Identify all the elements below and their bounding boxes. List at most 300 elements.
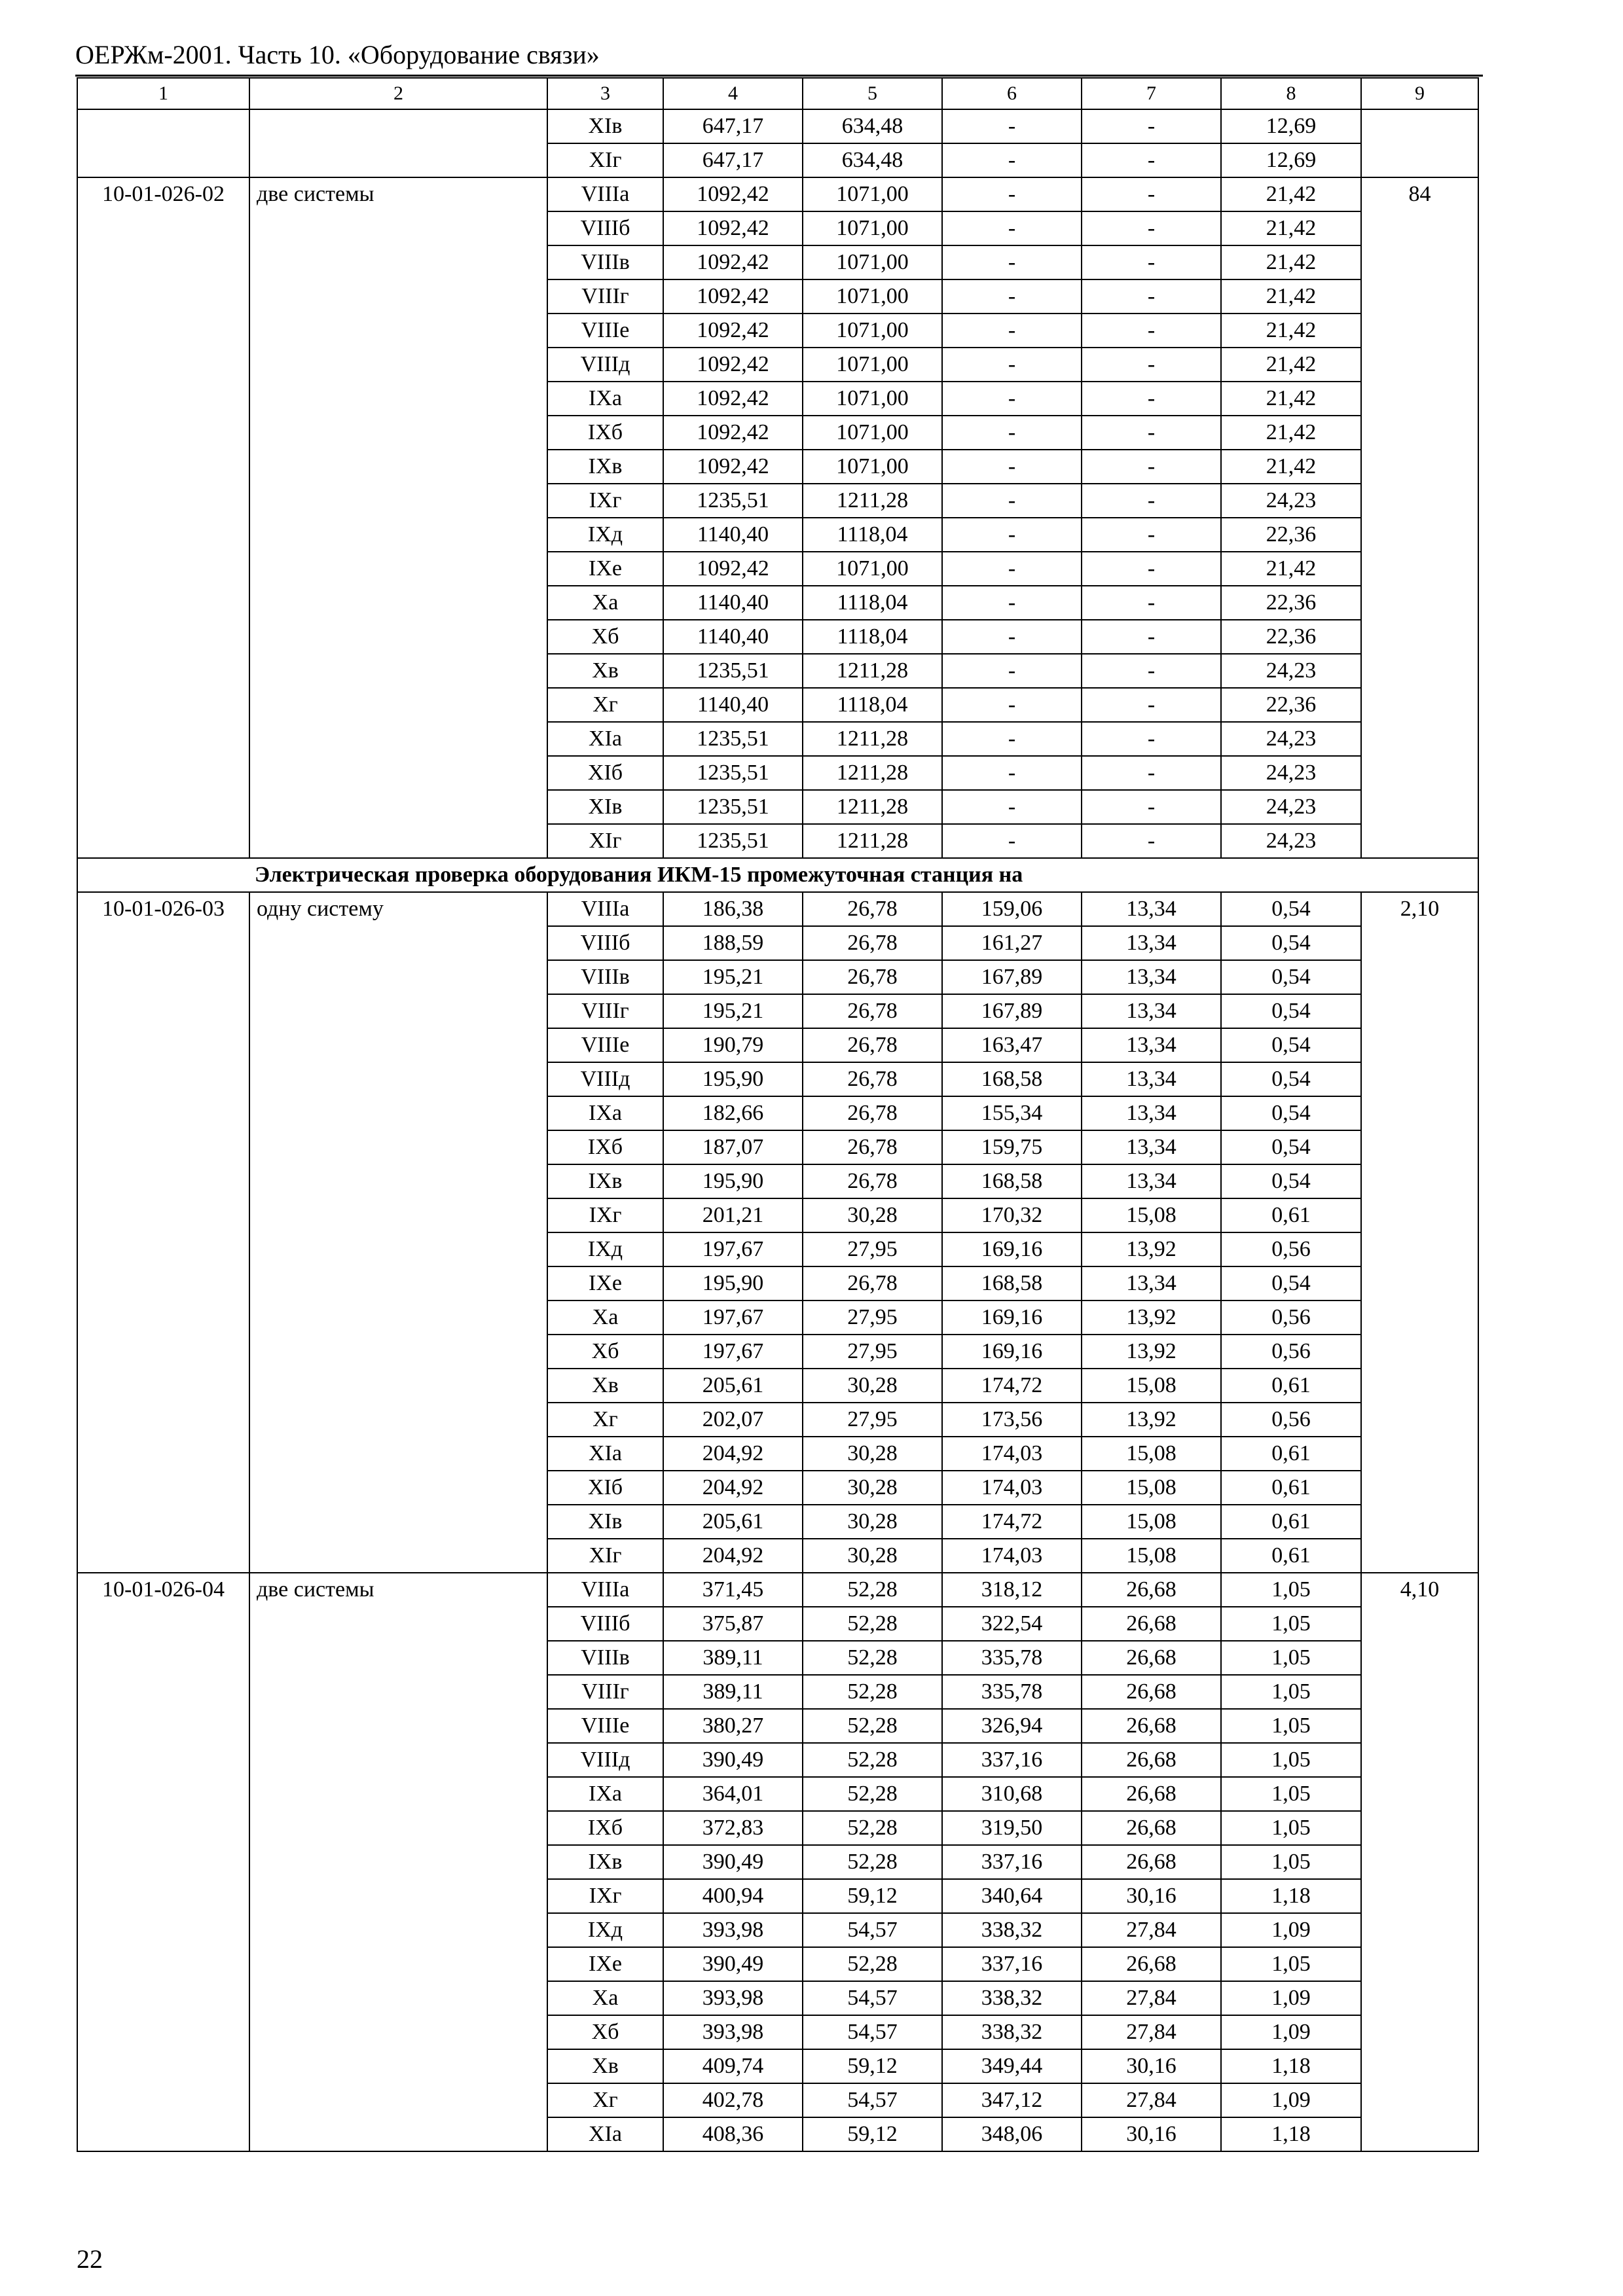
machines-cell: 318,12	[942, 1573, 1082, 1607]
total-cost-cell: 195,90	[663, 1062, 803, 1096]
wages-cell: 1071,00	[803, 211, 942, 245]
wages-cell: 1211,28	[803, 722, 942, 756]
total-cost-cell: 393,98	[663, 2015, 803, 2049]
machinist-wages-cell: -	[1082, 824, 1221, 858]
machines-cell: 161,27	[942, 926, 1082, 960]
machines-cell: 338,32	[942, 1913, 1082, 1947]
total-cost-cell: 197,67	[663, 1232, 803, 1266]
materials-cell: 24,23	[1221, 722, 1361, 756]
zone-cell: IXе	[547, 1266, 663, 1300]
materials-cell: 0,54	[1221, 1266, 1361, 1300]
total-cost-cell: 1140,40	[663, 586, 803, 620]
machines-cell: 169,16	[942, 1335, 1082, 1369]
zone-cell: IXб	[547, 1130, 663, 1164]
machines-cell: 167,89	[942, 960, 1082, 994]
zone-cell: XIг	[547, 824, 663, 858]
zone-cell: VIIIд	[547, 348, 663, 382]
column-header-9: 9	[1361, 78, 1478, 109]
zone-cell: Xб	[547, 2015, 663, 2049]
machinist-wages-cell: 27,84	[1082, 1913, 1221, 1947]
materials-cell: 1,05	[1221, 1641, 1361, 1675]
wages-cell: 1071,00	[803, 416, 942, 450]
machinist-wages-cell: 27,84	[1082, 1981, 1221, 2015]
machines-cell: 169,16	[942, 1300, 1082, 1335]
total-cost-cell: 393,98	[663, 1913, 803, 1947]
wages-cell: 26,78	[803, 1130, 942, 1164]
wages-cell: 54,57	[803, 2015, 942, 2049]
zone-cell: IXг	[547, 484, 663, 518]
machinist-wages-cell: 13,34	[1082, 926, 1221, 960]
total-cost-cell: 197,67	[663, 1335, 803, 1369]
machinist-wages-cell: 13,34	[1082, 994, 1221, 1028]
materials-cell: 1,05	[1221, 1947, 1361, 1981]
machinist-wages-cell: 15,08	[1082, 1471, 1221, 1505]
wages-cell: 52,28	[803, 1607, 942, 1641]
materials-cell: 1,05	[1221, 1573, 1361, 1607]
materials-cell: 0,56	[1221, 1403, 1361, 1437]
materials-cell: 0,56	[1221, 1232, 1361, 1266]
total-cost-cell: 1140,40	[663, 518, 803, 552]
materials-cell: 0,54	[1221, 1028, 1361, 1062]
zone-cell: XIа	[547, 722, 663, 756]
wages-cell: 1211,28	[803, 756, 942, 790]
machines-cell: 338,32	[942, 2015, 1082, 2049]
machines-cell: 348,06	[942, 2117, 1082, 2151]
machines-cell: 159,75	[942, 1130, 1082, 1164]
machines-cell: -	[942, 824, 1082, 858]
table-row	[77, 1573, 1478, 1607]
machines-cell: -	[942, 177, 1082, 211]
zone-cell: VIIIд	[547, 1743, 663, 1777]
rate-name: две системы	[249, 177, 547, 858]
zone-cell: IXа	[547, 382, 663, 416]
zone-cell: VIIIа	[547, 1573, 663, 1607]
table-body	[77, 78, 1478, 2151]
materials-cell: 0,61	[1221, 1198, 1361, 1232]
materials-cell: 1,18	[1221, 2117, 1361, 2151]
machinist-wages-cell: 13,34	[1082, 892, 1221, 926]
machines-cell: 163,47	[942, 1028, 1082, 1062]
materials-cell: 0,54	[1221, 960, 1361, 994]
machines-cell: 155,34	[942, 1096, 1082, 1130]
materials-cell: 1,09	[1221, 1981, 1361, 2015]
zone-cell: IXб	[547, 416, 663, 450]
wages-cell: 26,78	[803, 1062, 942, 1096]
machines-cell: 349,44	[942, 2049, 1082, 2083]
machinist-wages-cell: -	[1082, 518, 1221, 552]
materials-cell: 0,61	[1221, 1369, 1361, 1403]
materials-cell: 0,54	[1221, 1164, 1361, 1198]
zone-cell: XIб	[547, 756, 663, 790]
zone-cell: IXд	[547, 518, 663, 552]
wages-cell: 59,12	[803, 2117, 942, 2151]
machinist-wages-cell: 13,34	[1082, 1096, 1221, 1130]
machinist-wages-cell: -	[1082, 211, 1221, 245]
zone-cell: Xб	[547, 1335, 663, 1369]
materials-cell: 1,05	[1221, 1607, 1361, 1641]
machines-cell: 347,12	[942, 2083, 1082, 2117]
wages-cell: 1211,28	[803, 484, 942, 518]
total-cost-cell: 188,59	[663, 926, 803, 960]
machines-cell: 340,64	[942, 1879, 1082, 1913]
wages-cell: 26,78	[803, 1096, 942, 1130]
labor-cost-cell: 4,10	[1361, 1573, 1478, 2151]
wages-cell: 52,28	[803, 1811, 942, 1845]
wages-cell: 1071,00	[803, 245, 942, 279]
machines-cell: -	[942, 109, 1082, 143]
machines-cell: -	[942, 416, 1082, 450]
machinist-wages-cell: 13,92	[1082, 1403, 1221, 1437]
total-cost-cell: 372,83	[663, 1811, 803, 1845]
materials-cell: 0,61	[1221, 1437, 1361, 1471]
zone-cell: XIв	[547, 790, 663, 824]
materials-cell: 1,05	[1221, 1743, 1361, 1777]
total-cost-cell: 197,67	[663, 1300, 803, 1335]
materials-cell: 0,54	[1221, 926, 1361, 960]
total-cost-cell: 204,92	[663, 1471, 803, 1505]
machinist-wages-cell: -	[1082, 109, 1221, 143]
rate-name: две системы	[249, 1573, 547, 2151]
machinist-wages-cell: 13,34	[1082, 1028, 1221, 1062]
materials-cell: 12,69	[1221, 143, 1361, 177]
machines-cell: -	[942, 688, 1082, 722]
materials-cell: 0,54	[1221, 1062, 1361, 1096]
zone-cell: Xг	[547, 688, 663, 722]
materials-cell: 1,05	[1221, 1777, 1361, 1811]
machines-cell: -	[942, 654, 1082, 688]
zone-cell: VIIIе	[547, 1028, 663, 1062]
total-cost-cell: 390,49	[663, 1743, 803, 1777]
zone-cell: Xа	[547, 1300, 663, 1335]
total-cost-cell: 647,17	[663, 143, 803, 177]
materials-cell: 0,54	[1221, 1130, 1361, 1164]
machines-cell: 319,50	[942, 1811, 1082, 1845]
machines-cell: 335,78	[942, 1675, 1082, 1709]
wages-cell: 1118,04	[803, 688, 942, 722]
column-header-row	[77, 78, 1478, 109]
materials-cell: 21,42	[1221, 211, 1361, 245]
zone-cell: XIв	[547, 1505, 663, 1539]
machines-cell: -	[942, 382, 1082, 416]
total-cost-cell: 195,21	[663, 960, 803, 994]
machines-cell: 168,58	[942, 1062, 1082, 1096]
wages-cell: 1071,00	[803, 279, 942, 314]
total-cost-cell: 1235,51	[663, 484, 803, 518]
machinist-wages-cell: 26,68	[1082, 1641, 1221, 1675]
rate-code: 10-01-026-04	[77, 1573, 249, 2151]
machinist-wages-cell: 15,08	[1082, 1505, 1221, 1539]
machines-cell: -	[942, 518, 1082, 552]
total-cost-cell: 390,49	[663, 1845, 803, 1879]
wages-cell: 634,48	[803, 143, 942, 177]
rate-name: одну систему	[249, 892, 547, 1573]
total-cost-cell: 390,49	[663, 1947, 803, 1981]
zone-cell: VIIIг	[547, 279, 663, 314]
zone-cell: XIг	[547, 1539, 663, 1573]
wages-cell: 1211,28	[803, 654, 942, 688]
materials-cell: 24,23	[1221, 654, 1361, 688]
zone-cell: IXа	[547, 1777, 663, 1811]
rate-code: 10-01-026-02	[77, 177, 249, 858]
machines-cell: -	[942, 484, 1082, 518]
total-cost-cell: 393,98	[663, 1981, 803, 2015]
machines-cell: -	[942, 143, 1082, 177]
total-cost-cell: 364,01	[663, 1777, 803, 1811]
machinist-wages-cell: -	[1082, 688, 1221, 722]
machines-cell: 310,68	[942, 1777, 1082, 1811]
machinist-wages-cell: -	[1082, 756, 1221, 790]
wages-cell: 30,28	[803, 1471, 942, 1505]
machinist-wages-cell: 13,34	[1082, 1130, 1221, 1164]
wages-cell: 26,78	[803, 1028, 942, 1062]
machines-cell: -	[942, 552, 1082, 586]
materials-cell: 22,36	[1221, 688, 1361, 722]
machines-cell: 322,54	[942, 1607, 1082, 1641]
total-cost-cell: 402,78	[663, 2083, 803, 2117]
wages-cell: 1211,28	[803, 790, 942, 824]
total-cost-cell: 375,87	[663, 1607, 803, 1641]
machines-cell: -	[942, 790, 1082, 824]
materials-cell: 21,42	[1221, 552, 1361, 586]
page-header: ОЕРЖм-2001. Часть 10. «Оборудование связи»	[75, 40, 600, 69]
materials-cell: 0,54	[1221, 892, 1361, 926]
machines-cell: 169,16	[942, 1232, 1082, 1266]
header-rule	[75, 75, 1483, 77]
machines-cell: -	[942, 586, 1082, 620]
labor-cost-cell: 2,10	[1361, 892, 1478, 1573]
machines-cell: 174,03	[942, 1539, 1082, 1573]
total-cost-cell: 195,21	[663, 994, 803, 1028]
total-cost-cell: 1092,42	[663, 348, 803, 382]
machines-cell: 159,06	[942, 892, 1082, 926]
wages-cell: 634,48	[803, 109, 942, 143]
total-cost-cell: 205,61	[663, 1505, 803, 1539]
wages-cell: 30,28	[803, 1198, 942, 1232]
machinist-wages-cell: 13,34	[1082, 960, 1221, 994]
section-title: Электрическая проверка оборудования ИКМ-15 промежуточная станция на	[77, 858, 1478, 892]
materials-cell: 21,42	[1221, 382, 1361, 416]
wages-cell: 1071,00	[803, 314, 942, 348]
materials-cell: 21,42	[1221, 279, 1361, 314]
wages-cell: 30,28	[803, 1539, 942, 1573]
machines-cell: 337,16	[942, 1947, 1082, 1981]
zone-cell: IXа	[547, 1096, 663, 1130]
zone-cell: IXд	[547, 1232, 663, 1266]
total-cost-cell: 1092,42	[663, 177, 803, 211]
column-header-4: 4	[663, 78, 803, 109]
zone-cell: IXе	[547, 1947, 663, 1981]
machinist-wages-cell: -	[1082, 416, 1221, 450]
total-cost-cell: 380,27	[663, 1709, 803, 1743]
zone-cell: VIIIб	[547, 1607, 663, 1641]
machines-cell: 168,58	[942, 1266, 1082, 1300]
zone-cell: Xв	[547, 654, 663, 688]
machinist-wages-cell: 26,68	[1082, 1743, 1221, 1777]
machinist-wages-cell: -	[1082, 484, 1221, 518]
materials-cell: 0,61	[1221, 1505, 1361, 1539]
materials-cell: 1,05	[1221, 1675, 1361, 1709]
materials-cell: 0,61	[1221, 1539, 1361, 1573]
machines-cell: -	[942, 279, 1082, 314]
total-cost-cell: 1235,51	[663, 790, 803, 824]
zone-cell: Xа	[547, 1981, 663, 2015]
machinist-wages-cell: -	[1082, 314, 1221, 348]
materials-cell: 0,54	[1221, 1096, 1361, 1130]
table-row	[77, 177, 1478, 211]
materials-cell: 12,69	[1221, 109, 1361, 143]
rates-table	[77, 77, 1479, 2152]
total-cost-cell: 1235,51	[663, 722, 803, 756]
machines-cell: 170,32	[942, 1198, 1082, 1232]
zone-cell: VIIIг	[547, 994, 663, 1028]
machines-cell: 174,03	[942, 1437, 1082, 1471]
wages-cell: 1071,00	[803, 348, 942, 382]
materials-cell: 1,05	[1221, 1845, 1361, 1879]
machines-cell: 174,72	[942, 1369, 1082, 1403]
total-cost-cell: 1092,42	[663, 416, 803, 450]
zone-cell: Xв	[547, 2049, 663, 2083]
zone-cell: VIIIа	[547, 892, 663, 926]
total-cost-cell: 400,94	[663, 1879, 803, 1913]
wages-cell: 1118,04	[803, 518, 942, 552]
total-cost-cell: 647,17	[663, 109, 803, 143]
total-cost-cell: 182,66	[663, 1096, 803, 1130]
machinist-wages-cell: 26,68	[1082, 1777, 1221, 1811]
wages-cell: 52,28	[803, 1947, 942, 1981]
total-cost-cell: 409,74	[663, 2049, 803, 2083]
zone-cell: IXв	[547, 450, 663, 484]
zone-cell: Xг	[547, 2083, 663, 2117]
machinist-wages-cell: 30,16	[1082, 2049, 1221, 2083]
total-cost-cell: 1140,40	[663, 620, 803, 654]
zone-cell: XIа	[547, 2117, 663, 2151]
total-cost-cell: 205,61	[663, 1369, 803, 1403]
materials-cell: 0,56	[1221, 1335, 1361, 1369]
machinist-wages-cell: -	[1082, 450, 1221, 484]
total-cost-cell: 408,36	[663, 2117, 803, 2151]
machines-cell: -	[942, 348, 1082, 382]
wages-cell: 26,78	[803, 994, 942, 1028]
machinist-wages-cell: 26,68	[1082, 1811, 1221, 1845]
machinist-wages-cell: -	[1082, 620, 1221, 654]
materials-cell: 1,18	[1221, 1879, 1361, 1913]
total-cost-cell: 204,92	[663, 1539, 803, 1573]
table-row	[77, 892, 1478, 926]
zone-cell: VIIIв	[547, 245, 663, 279]
column-header-1: 1	[77, 78, 249, 109]
machines-cell: -	[942, 314, 1082, 348]
materials-cell: 21,42	[1221, 416, 1361, 450]
total-cost-cell: 204,92	[663, 1437, 803, 1471]
wages-cell: 54,57	[803, 2083, 942, 2117]
wages-cell: 27,95	[803, 1403, 942, 1437]
wages-cell: 52,28	[803, 1777, 942, 1811]
total-cost-cell: 195,90	[663, 1266, 803, 1300]
wages-cell: 1071,00	[803, 177, 942, 211]
table-row	[77, 109, 1478, 143]
zone-cell: XIа	[547, 1437, 663, 1471]
materials-cell: 21,42	[1221, 177, 1361, 211]
wages-cell: 52,28	[803, 1675, 942, 1709]
wages-cell: 1071,00	[803, 382, 942, 416]
wages-cell: 26,78	[803, 1164, 942, 1198]
machinist-wages-cell: 30,16	[1082, 1879, 1221, 1913]
zone-cell: XIг	[547, 143, 663, 177]
total-cost-cell: 201,21	[663, 1198, 803, 1232]
page-number: 22	[77, 2244, 103, 2274]
machinist-wages-cell: 13,34	[1082, 1164, 1221, 1198]
wages-cell: 59,12	[803, 2049, 942, 2083]
section-title-row	[77, 858, 1478, 892]
machinist-wages-cell: 13,34	[1082, 1062, 1221, 1096]
zone-cell: IXд	[547, 1913, 663, 1947]
total-cost-cell: 1092,42	[663, 382, 803, 416]
materials-cell: 21,42	[1221, 450, 1361, 484]
rates-table-container	[77, 77, 1479, 2152]
wages-cell: 52,28	[803, 1573, 942, 1607]
wages-cell: 30,28	[803, 1369, 942, 1403]
zone-cell: VIIIе	[547, 1709, 663, 1743]
column-header-8: 8	[1221, 78, 1361, 109]
materials-cell: 22,36	[1221, 620, 1361, 654]
total-cost-cell: 1092,42	[663, 211, 803, 245]
zone-cell: VIIIв	[547, 960, 663, 994]
zone-cell: IXв	[547, 1164, 663, 1198]
materials-cell: 0,61	[1221, 1471, 1361, 1505]
machinist-wages-cell: 26,68	[1082, 1573, 1221, 1607]
total-cost-cell: 190,79	[663, 1028, 803, 1062]
machinist-wages-cell: -	[1082, 348, 1221, 382]
machines-cell: 167,89	[942, 994, 1082, 1028]
materials-cell: 21,42	[1221, 314, 1361, 348]
wages-cell: 26,78	[803, 1266, 942, 1300]
column-header-3: 3	[547, 78, 663, 109]
total-cost-cell: 1235,51	[663, 756, 803, 790]
zone-cell: IXб	[547, 1811, 663, 1845]
column-header-2: 2	[249, 78, 547, 109]
wages-cell: 26,78	[803, 960, 942, 994]
materials-cell: 1,09	[1221, 1913, 1361, 1947]
zone-cell: Xг	[547, 1403, 663, 1437]
machinist-wages-cell: 26,68	[1082, 1947, 1221, 1981]
machinist-wages-cell: -	[1082, 586, 1221, 620]
wages-cell: 30,28	[803, 1505, 942, 1539]
machinist-wages-cell: -	[1082, 279, 1221, 314]
rate-code: 10-01-026-03	[77, 892, 249, 1573]
zone-cell: XIб	[547, 1471, 663, 1505]
zone-cell: VIIIд	[547, 1062, 663, 1096]
machinist-wages-cell: 15,08	[1082, 1437, 1221, 1471]
machines-cell: 174,72	[942, 1505, 1082, 1539]
machinist-wages-cell: -	[1082, 654, 1221, 688]
rate-name	[249, 109, 547, 177]
zone-cell: IXе	[547, 552, 663, 586]
machines-cell: -	[942, 722, 1082, 756]
materials-cell: 22,36	[1221, 586, 1361, 620]
machines-cell: -	[942, 245, 1082, 279]
machines-cell: 173,56	[942, 1403, 1082, 1437]
column-header-7: 7	[1082, 78, 1221, 109]
machines-cell: 338,32	[942, 1981, 1082, 2015]
wages-cell: 52,28	[803, 1641, 942, 1675]
machines-cell: -	[942, 620, 1082, 654]
machinist-wages-cell: 13,34	[1082, 1266, 1221, 1300]
wages-cell: 54,57	[803, 1981, 942, 2015]
wages-cell: 30,28	[803, 1437, 942, 1471]
materials-cell: 1,05	[1221, 1811, 1361, 1845]
machines-cell: 326,94	[942, 1709, 1082, 1743]
total-cost-cell: 187,07	[663, 1130, 803, 1164]
